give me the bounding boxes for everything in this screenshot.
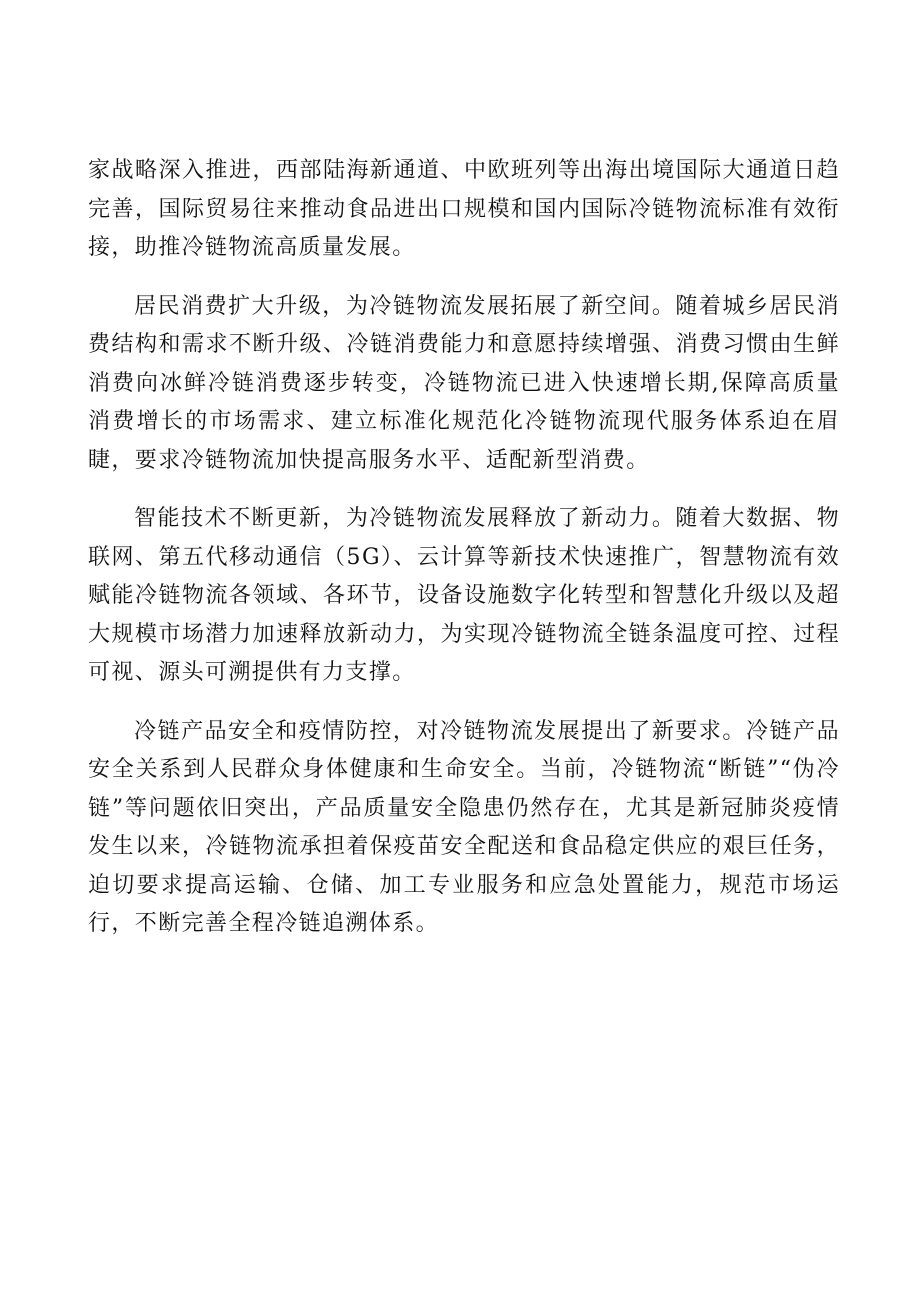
paragraph-smart-technology: 智能技术不断更新，为冷链物流发展释放了新动力。随着大数据、物联网、第五代移动通信（5G）、云计算等新技术快速推广，智慧物流有效赋能冷链物流各领域、各环节，设备设施数字化转型和智慧化升级以及超大规模市场潜力加速释放新动力，为实现冷链物流全链条温度可控、过程可视、源头可溯提供有力支撑。 xyxy=(88,506,840,685)
document-body xyxy=(88,152,840,944)
paragraph-safety-epidemic: 冷链产品安全和疫情防控，对冷链物流发展提出了新要求。冷链产品安全关系到人民群众身体健康和生命安全。当前，冷链物流“断链”“伪冷链”等问题依旧突出，产品质量安全隐患仍然存在，尤其是新冠肺炎疫情发生以来，冷链物流承担着保疫苗安全配送和食品稳定供应的艰巨任务，迫切要求提高运输、仓储、加工专业服务和应急处置能力，规范市场运行，不断完善全程冷链追溯体系。 xyxy=(88,718,840,936)
paragraph-continuation: 家战略深入推进，西部陆海新通道、中欧班列等出海出境国际大通道日趋完善，国际贸易往来推动食品进出口规模和国内国际冷链物流标准有效衔接，助推冷链物流高质量发展。 xyxy=(88,158,840,260)
paragraph-consumption-upgrade: 居民消费扩大升级，为冷链物流发展拓展了新空间。随着城乡居民消费结构和需求不断升级、冷链消费能力和意愿持续增强、消费习惯由生鲜消费向冰鲜冷链消费逐步转变，冷链物流已进入快速增长期,保障高质量消费增长的市场需求、建立标准化规范化冷链物流现代服务体系迫在眉睫，要求冷链物流加快提高服务水平、适配新型消费。 xyxy=(88,293,840,473)
